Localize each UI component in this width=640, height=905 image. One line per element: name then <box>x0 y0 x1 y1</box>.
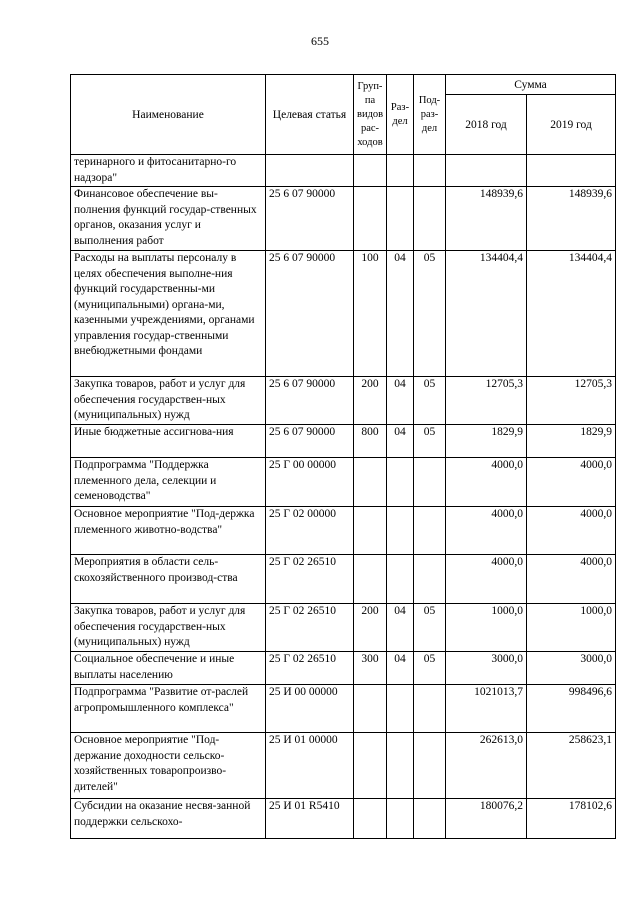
row-subsection <box>414 187 446 251</box>
row-sum-2018: 180076,2 <box>446 799 527 839</box>
row-subsection <box>414 507 446 555</box>
row-sum-2018: 262613,0 <box>446 733 527 799</box>
table-row <box>71 155 616 187</box>
row-name: Подпрограмма "Поддержка племенного дела, селекции и семеноводства" <box>71 458 266 507</box>
row-section <box>387 507 414 555</box>
header-section <box>387 75 414 155</box>
header-group-line: па <box>364 94 376 106</box>
row-subsection: 05 <box>414 604 446 652</box>
table-row <box>71 187 616 251</box>
row-subsection: 05 <box>414 425 446 458</box>
table-row <box>71 507 616 555</box>
row-sum-2019: 12705,3 <box>527 377 616 425</box>
row-name: Социальное обеспечение и иные выплаты населению <box>71 652 266 685</box>
table-header <box>71 75 616 155</box>
row-name: Иные бюджетные ассигнова-ния <box>71 425 266 458</box>
row-subsection <box>414 685 446 733</box>
header-subsection-line: дел <box>421 122 438 134</box>
row-sum-2019: 4000,0 <box>527 507 616 555</box>
header-year-2018: 2018 год <box>446 95 527 155</box>
row-group <box>354 733 387 799</box>
budget-table <box>70 74 616 839</box>
row-name: Мероприятия в области сель-скохозяйственного производ-ства <box>71 555 266 604</box>
row-target-article: 25 6 07 90000 <box>266 425 354 458</box>
row-name: Подпрограмма "Развитие от-раслей агропромышленного комплекса" <box>71 685 266 733</box>
row-section: 04 <box>387 652 414 685</box>
row-section: 04 <box>387 425 414 458</box>
row-target-article: 25 Г 00 00000 <box>266 458 354 507</box>
header-target-article: Целевая статья <box>266 75 354 155</box>
row-name: Закупка товаров, работ и услуг для обеспечения государствен-ных (муниципальных) нужд <box>71 377 266 425</box>
row-section <box>387 799 414 839</box>
table-row <box>71 251 616 377</box>
row-subsection: 05 <box>414 377 446 425</box>
header-group-line: видов <box>357 108 384 120</box>
row-target-article: 25 Г 02 00000 <box>266 507 354 555</box>
row-subsection <box>414 799 446 839</box>
row-section: 04 <box>387 377 414 425</box>
row-group: 200 <box>354 604 387 652</box>
table-row <box>71 604 616 652</box>
table-row <box>71 685 616 733</box>
header-subsection <box>414 75 446 155</box>
table-row <box>71 555 616 604</box>
row-section <box>387 685 414 733</box>
row-name: Расходы на выплаты персоналу в целях обеспечения выполне-ния функций государственны-ми (муниципальными) органа-ми, казенными учреждениями, органами управления государ-ственными внебюджетными фондами <box>71 251 266 377</box>
row-target-article <box>266 155 354 187</box>
row-group: 100 <box>354 251 387 377</box>
header-group-line: Груп- <box>357 80 383 92</box>
row-target-article: 25 Г 02 26510 <box>266 555 354 604</box>
header-section-line: дел <box>392 115 408 127</box>
table-row <box>71 377 616 425</box>
row-subsection <box>414 733 446 799</box>
row-group: 300 <box>354 652 387 685</box>
page-number: 655 <box>311 34 329 48</box>
row-target-article: 25 6 07 90000 <box>266 187 354 251</box>
header-group <box>354 75 387 155</box>
row-sum-2018: 4000,0 <box>446 507 527 555</box>
table-row <box>71 652 616 685</box>
row-subsection: 05 <box>414 652 446 685</box>
header-section-line: Раз- <box>390 101 410 113</box>
header-group-line: ходов <box>357 136 383 148</box>
row-name: Финансовое обеспечение вы-полнения функций государ-ственных органов, оказания услуг и выполнения работ <box>71 187 266 251</box>
table-row <box>71 733 616 799</box>
row-group: 200 <box>354 377 387 425</box>
header-year-2019: 2019 год <box>527 95 616 155</box>
row-section: 04 <box>387 251 414 377</box>
row-sum-2019 <box>527 155 616 187</box>
row-name: Закупка товаров, работ и услуг для обеспечения государствен-ных (муниципальных) нужд <box>71 604 266 652</box>
row-target-article: 25 Г 02 26510 <box>266 604 354 652</box>
row-sum-2019: 258623,1 <box>527 733 616 799</box>
header-subsection-line: раз- <box>420 108 439 120</box>
row-target-article: 25 И 00 00000 <box>266 685 354 733</box>
row-group <box>354 187 387 251</box>
row-group: 800 <box>354 425 387 458</box>
header-name: Наименование <box>71 75 266 155</box>
row-sum-2019: 4000,0 <box>527 458 616 507</box>
row-sum-2019: 1829,9 <box>527 425 616 458</box>
row-name: Субсидии на оказание несвя-занной поддержки сельскохо- <box>71 799 266 839</box>
row-sum-2018 <box>446 155 527 187</box>
row-sum-2018: 1021013,7 <box>446 685 527 733</box>
row-sum-2018: 3000,0 <box>446 652 527 685</box>
row-subsection: 05 <box>414 251 446 377</box>
row-section <box>387 187 414 251</box>
row-group <box>354 685 387 733</box>
header-subsection-line: Под- <box>418 94 441 106</box>
table-row <box>71 799 616 839</box>
row-target-article: 25 6 07 90000 <box>266 377 354 425</box>
row-group <box>354 458 387 507</box>
row-subsection <box>414 155 446 187</box>
header-sum: Сумма <box>446 75 616 95</box>
row-group <box>354 555 387 604</box>
row-group <box>354 799 387 839</box>
row-sum-2018: 4000,0 <box>446 555 527 604</box>
row-section: 04 <box>387 604 414 652</box>
row-subsection <box>414 458 446 507</box>
row-section <box>387 458 414 507</box>
row-section <box>387 733 414 799</box>
row-subsection <box>414 555 446 604</box>
table-row <box>71 458 616 507</box>
row-sum-2018: 148939,6 <box>446 187 527 251</box>
row-sum-2019: 134404,4 <box>527 251 616 377</box>
row-sum-2018: 1000,0 <box>446 604 527 652</box>
row-name: теринарного и фитосанитарно-го надзора" <box>71 155 266 187</box>
row-name: Основное мероприятие "Под-держание доходности сельско-хозяйственных товаропроизво-дителей" <box>71 733 266 799</box>
row-sum-2019: 998496,6 <box>527 685 616 733</box>
row-target-article: 25 6 07 90000 <box>266 251 354 377</box>
row-target-article: 25 И 01 00000 <box>266 733 354 799</box>
table-row <box>71 425 616 458</box>
row-sum-2019: 4000,0 <box>527 555 616 604</box>
row-target-article: 25 Г 02 26510 <box>266 652 354 685</box>
table-body <box>71 155 616 839</box>
row-name: Основное мероприятие "Под-держка племенного животно-водства" <box>71 507 266 555</box>
row-group <box>354 155 387 187</box>
row-sum-2019: 3000,0 <box>527 652 616 685</box>
row-sum-2019: 1000,0 <box>527 604 616 652</box>
row-sum-2019: 148939,6 <box>527 187 616 251</box>
row-sum-2018: 4000,0 <box>446 458 527 507</box>
row-sum-2018: 134404,4 <box>446 251 527 377</box>
row-group <box>354 507 387 555</box>
row-sum-2018: 12705,3 <box>446 377 527 425</box>
row-section <box>387 555 414 604</box>
row-target-article: 25 И 01 R5410 <box>266 799 354 839</box>
row-sum-2018: 1829,9 <box>446 425 527 458</box>
row-sum-2019: 178102,6 <box>527 799 616 839</box>
row-section <box>387 155 414 187</box>
header-group-line: рас- <box>360 122 380 134</box>
